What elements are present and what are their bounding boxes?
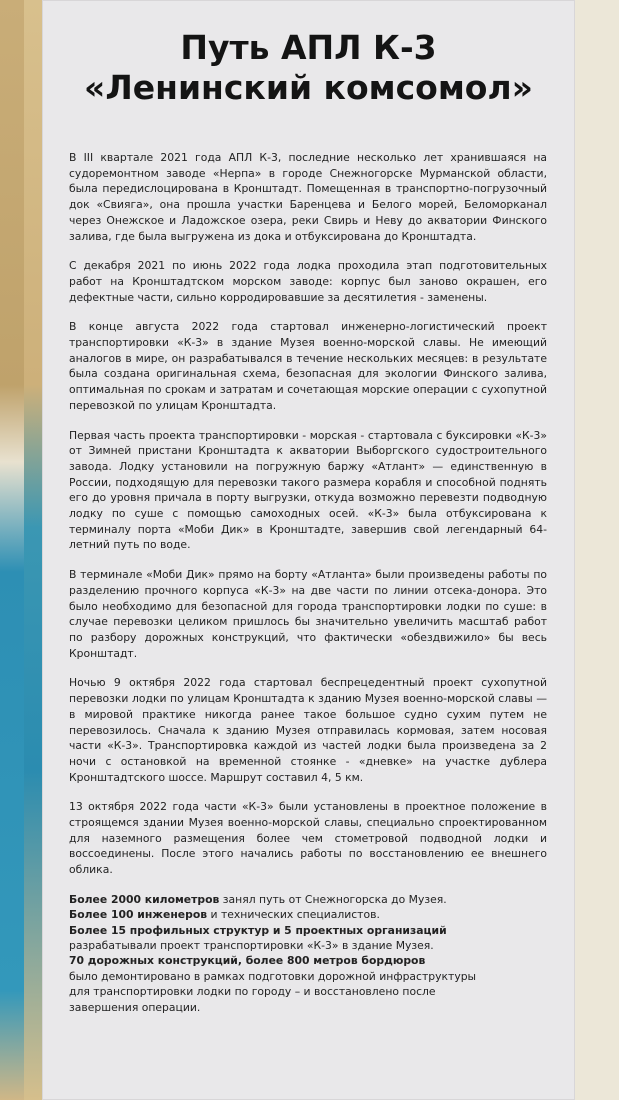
fact-line: 70 дорожных конструкций, более 800 метров бордюров — [69, 954, 426, 968]
fact-line: для транспортировки лодки по городу – и восстановлено после — [69, 985, 436, 999]
left-wall-map — [0, 0, 42, 1100]
paragraph: С декабря 2021 по июнь 2022 года лодка проходила этап подготовительных работ на Кронштадтском морском заводе: корпус был заново окрашен, его дефектные части, сильно корродировавшие за десятилетия - заменены. — [69, 259, 547, 304]
fact-line: Более 100 инженеров и технических специалистов. — [69, 908, 380, 922]
map-frame — [0, 0, 24, 1100]
paragraph: Первая часть проекта транспортировки - морская - стартовала с буксировки «К-3» от Зимней пристани Кронштадта к акватории Выборгского судостроительного завода. Лодку установили на погружную баржу «Атлант» — единственную в России, подходящую для перевозки такого размера корабля и способной поднять его до уровня причала в порту выгрузки, откуда возможно перевезти подводную лодку по суше с помощью самоходных осей. «К-3» была отбуксирована к терминалу порта «Моби Дик» в Кронштадте, завершив свой легендарный 64-летний путь по воде. — [69, 428, 547, 552]
panel-body — [69, 150, 547, 1015]
paragraph: В конце августа 2022 года стартовал инженерно-логистический проект транспортировки «К-3» в здание Музея военно-морской славы. Не имеющий аналогов в мире, он разрабатывался в течение нескольких месяцев: в результате была создана оригинальная схема, безопасная для экологии Финского залива, оптимальная по срокам и затратам и сочетающая морские операции с сухопутной перевозкой по улицам Кронштадта. — [69, 320, 547, 412]
paragraph: В терминале «Моби Дик» прямо на борту «Атланта» были произведены работы по разделению прочного корпуса «К-3» на две части по линии отсека-донора. Это было необходимо для безопасной для города транспортировки лодки по суше: в случае перевозки целиком пришлось бы значительно увеличить масштаб работ по разбору дорожных конструкций, что фактически «обездвижило» бы весь Кронштадт. — [69, 568, 547, 660]
fact-line: Более 2000 километров занял путь от Снежногорска до Музея. — [69, 892, 447, 906]
title-line-2: «Ленинский комсомол» — [84, 68, 533, 107]
right-wall — [575, 0, 619, 1100]
paragraph: Ночью 9 октября 2022 года стартовал беспрецедентный проект сухопутной перевозки лодки по улицам Кронштадта к зданию Музея военно-морской славы — в мировой практике никогда ранее такое большое судно сухим путем не перевозилось. Сначала к зданию Музея отправилась кормовая, затем носовая части «К-3». Транспортировка каждой из частей лодки была произведена за 2 ночи с остановкой на временной стоянке - «дневке» на участке дублера Кронштадтского шоссе. Маршрут составил 4, 5 км. — [69, 676, 547, 784]
paragraph: В III квартале 2021 года АПЛ К-3, последние несколько лет хранившаяся на судоремонтном заводе «Нерпа» в городе Снежногорске Мурманской области, была передислоцирована в Кронштадт. Помещенная в транспортно-погрузочный док «Свияга», она прошла участки Баренцева и Белого морей, Беломорканал через Онежское и Ладожское озера, реки Свирь и Неву до акватории Финского залива, где была выгружена из дока и отбуксирована до Кронштадта. — [69, 151, 547, 243]
fact-line: Более 15 профильных структур и 5 проектных организаций — [69, 923, 447, 937]
paragraph: 13 октября 2022 года части «К-3» были установлены в проектное положение в строящемся здании Музея военно-морской славы, специально спроектированном для наземного размещения более чем стометровой подводной лодки и воссоединены. После этого начались работы по восстановлению ее внешнего облика. — [69, 800, 547, 877]
title-line-1: Путь АПЛ К-3 — [180, 28, 437, 67]
info-panel — [42, 0, 575, 1100]
fact-line: было демонтировано в рамках подготовки дорожной инфраструктуры — [69, 969, 477, 983]
panel-title — [42, 28, 575, 108]
fact-line: завершения операции. — [69, 1000, 201, 1014]
facts-block — [69, 892, 547, 1015]
fact-line: разрабатывали проект транспортировки «К-3» в здание Музея. — [69, 939, 434, 953]
